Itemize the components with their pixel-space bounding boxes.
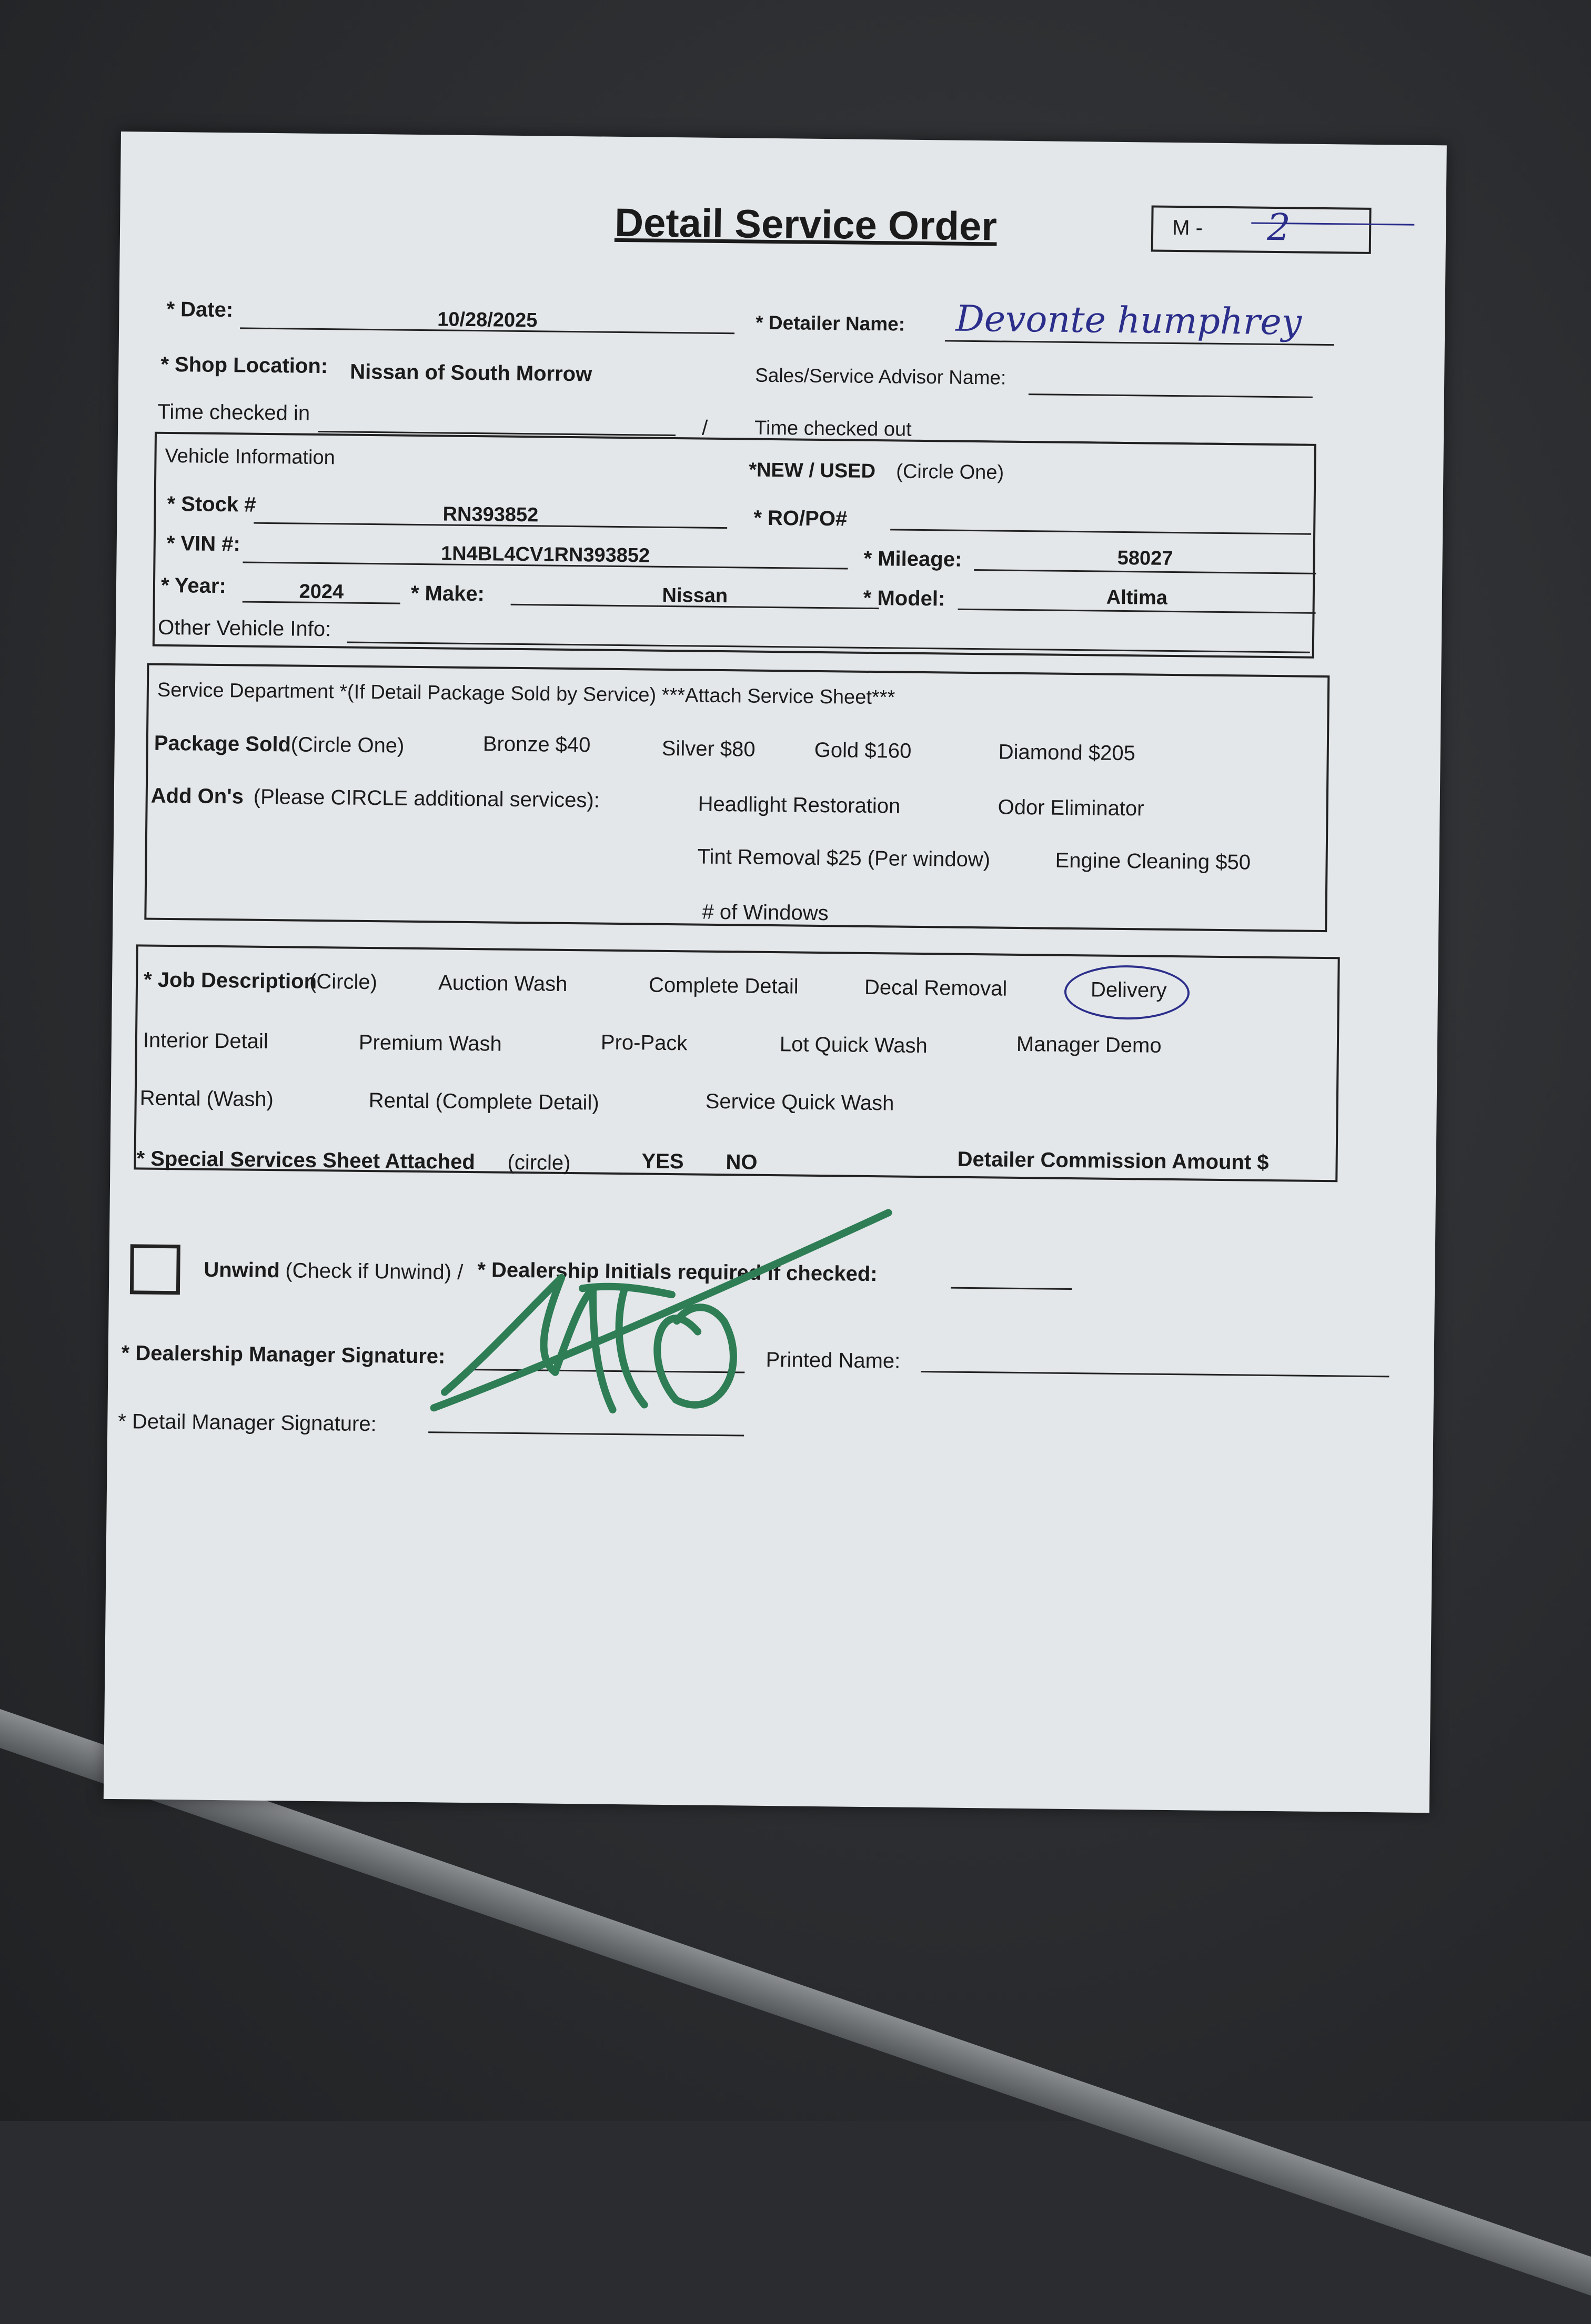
windows-label: # of Windows [702,901,829,926]
mileage-value: 58027 [974,545,1316,572]
make-value: Nissan [511,583,879,609]
printed-name-label: Printed Name: [766,1348,900,1373]
detail-manager-signature-line [428,1431,744,1436]
commission-label: Detailer Commission Amount $ [957,1148,1268,1175]
advisor-name-label: Sales/Service Advisor Name: [755,365,1006,389]
job-service-quick-wash: Service Quick Wash [706,1090,894,1116]
shop-location-value: Nissan of South Morrow [350,360,592,387]
job-pro-pack: Pro-Pack [601,1031,688,1056]
stock-value: RN393852 [254,501,727,529]
printed-name-line [921,1371,1389,1377]
dealership-initials-label: * Dealership Initials required if checked: [477,1258,878,1286]
addon-tint: Tint Removal $25 (Per window) [697,845,990,872]
special-services-note: (circle) [507,1151,570,1175]
package-silver: Silver $80 [662,737,756,762]
detailer-name-label: * Detailer Name: [756,312,905,336]
new-used-label: *NEW / USED [749,459,875,483]
detailer-name-value: Devonte humphrey [955,298,1302,343]
package-sold-label: Package Sold [154,732,291,757]
job-interior-detail: Interior Detail [143,1029,268,1054]
addon-engine: Engine Cleaning $50 [1055,849,1251,875]
job-lot-quick-wash: Lot Quick Wash [780,1033,928,1058]
unwind-note: (Check if Unwind) / [285,1259,463,1285]
job-auction-wash: Auction Wash [438,971,568,996]
time-out-label: Time checked out [754,417,912,441]
model-value: Altima [958,585,1316,611]
model-label: * Model: [863,587,945,611]
date-value: 10/28/2025 [240,306,734,334]
form-number-value: 2 [1267,206,1291,249]
job-decal-removal: Decal Removal [864,976,1008,1001]
time-slash: / [702,417,708,440]
vin-value: 1N4BL4CV1RN393852 [243,540,848,569]
addon-headlight: Headlight Restoration [698,793,900,819]
shop-location-label: * Shop Location: [160,353,328,378]
year-value: 2024 [243,580,400,604]
job-manager-demo: Manager Demo [1016,1033,1162,1058]
form-number-prefix: M - [1172,216,1203,240]
special-services-label: * Special Services Sheet Attached [136,1147,475,1174]
addon-odor: Odor Eliminator [998,796,1144,821]
time-in-label: Time checked in [157,400,310,426]
job-delivery: Delivery [1091,978,1167,1003]
job-description-note: (Circle) [309,970,377,994]
stock-label: * Stock # [167,492,256,517]
special-yes: YES [641,1149,684,1174]
detail-manager-signature-label: * Detail Manager Signature: [118,1410,377,1436]
unwind-checkbox[interactable] [130,1244,180,1295]
service-order-form [104,132,1447,1813]
date-label: * Date: [166,298,233,322]
vin-label: * VIN #: [167,532,241,556]
form-title: Detail Service Order [615,200,997,250]
new-used-note: (Circle One) [896,460,1004,484]
make-label: * Make: [411,582,485,606]
job-rental-wash: Rental (Wash) [140,1086,274,1112]
package-bronze: Bronze $40 [483,732,591,757]
job-description-label: * Job Description [144,968,317,994]
package-gold: Gold $160 [814,739,912,763]
job-premium-wash: Premium Wash [359,1031,502,1056]
initials-line [951,1287,1072,1290]
package-diamond: Diamond $205 [998,741,1135,766]
manager-signature-drawing [423,1197,899,1433]
job-rental-complete: Rental (Complete Detail) [368,1089,599,1115]
other-vehicle-label: Other Vehicle Info: [158,616,331,641]
add-ons-label: Add On's [151,784,244,809]
mileage-label: * Mileage: [863,547,962,572]
advisor-name-line [1029,393,1313,398]
service-heading: Service Department *(If Detail Package Sold by Service) ***Attach Service Sheet*** [157,679,895,710]
special-no: NO [726,1150,757,1175]
job-complete-detail: Complete Detail [649,974,799,999]
vehicle-info-heading: Vehicle Information [165,445,335,469]
unwind-label: Unwind [204,1258,280,1283]
add-ons-note: (Please CIRCLE additional services): [254,785,600,813]
ro-po-label: * RO/PO# [753,507,847,531]
dealership-manager-signature-label: * Dealership Manager Signature: [121,1341,445,1368]
package-sold-note: (Circle One) [291,733,405,757]
year-label: * Year: [161,574,226,598]
